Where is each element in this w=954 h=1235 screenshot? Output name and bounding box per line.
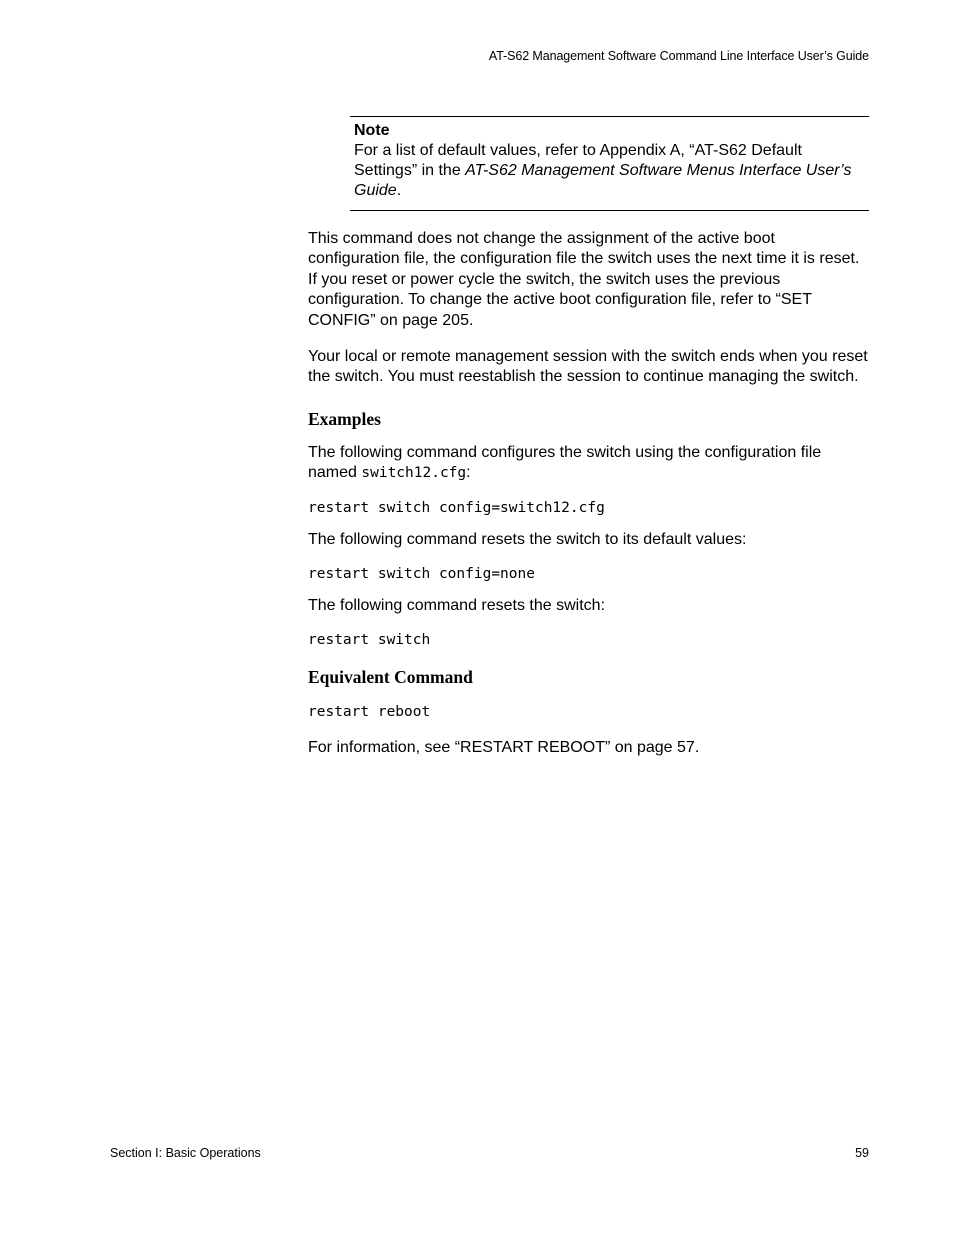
examples-heading: Examples bbox=[308, 408, 381, 429]
code-equivalent: restart reboot bbox=[308, 704, 431, 721]
code-example-3: restart switch bbox=[308, 632, 431, 649]
note-text bbox=[354, 141, 869, 201]
paragraph-session: Your local or remote management session with the switch ends when you reset the switch. You must reestablish the session to continue managing the switch. bbox=[308, 348, 868, 386]
note-box bbox=[350, 116, 869, 211]
running-header: AT-S62 Management Software Command Line Interface User’s Guide bbox=[488, 49, 869, 63]
note-text-part1: For a list of default values, refer to Appendix A, “AT-S62 Default Settings” in the bbox=[354, 142, 802, 179]
example-intro-1-code: switch12.cfg bbox=[361, 465, 467, 482]
example-intro-1 bbox=[308, 443, 870, 484]
example-intro-1-colon: : bbox=[466, 464, 471, 482]
code-example-1: restart switch config=switch12.cfg bbox=[308, 499, 605, 516]
body-content bbox=[308, 229, 870, 775]
footer-section: Section I: Basic Operations bbox=[110, 1146, 261, 1160]
example-intro-3: The following command resets the switch: bbox=[308, 597, 606, 615]
equivalent-info: For information, see “RESTART REBOOT” on page 57. bbox=[308, 739, 700, 757]
note-title: Note bbox=[354, 122, 390, 139]
footer-page-number: 59 bbox=[855, 1146, 869, 1160]
example-intro-2: The following command resets the switch to its default values: bbox=[308, 530, 747, 548]
note-text-part2: . bbox=[396, 182, 402, 199]
paragraph-boot-config: This command does not change the assignment of the active boot configuration file, the configuration file the switch uses the next time it is reset. If you reset or power cycle the switch, the switch uses the previous configuration. To change the active boot configuration file, refer to “SET CONFIG” on page 205. bbox=[308, 230, 860, 329]
equivalent-command-heading: Equivalent Command bbox=[308, 667, 473, 688]
example-intro-1-text: The following command configures the switch using the configuration file named bbox=[308, 443, 822, 482]
note-text-italic: AT-S62 Management Software Menus Interface User’s Guide bbox=[354, 162, 852, 199]
code-example-2: restart switch config=none bbox=[308, 566, 535, 583]
